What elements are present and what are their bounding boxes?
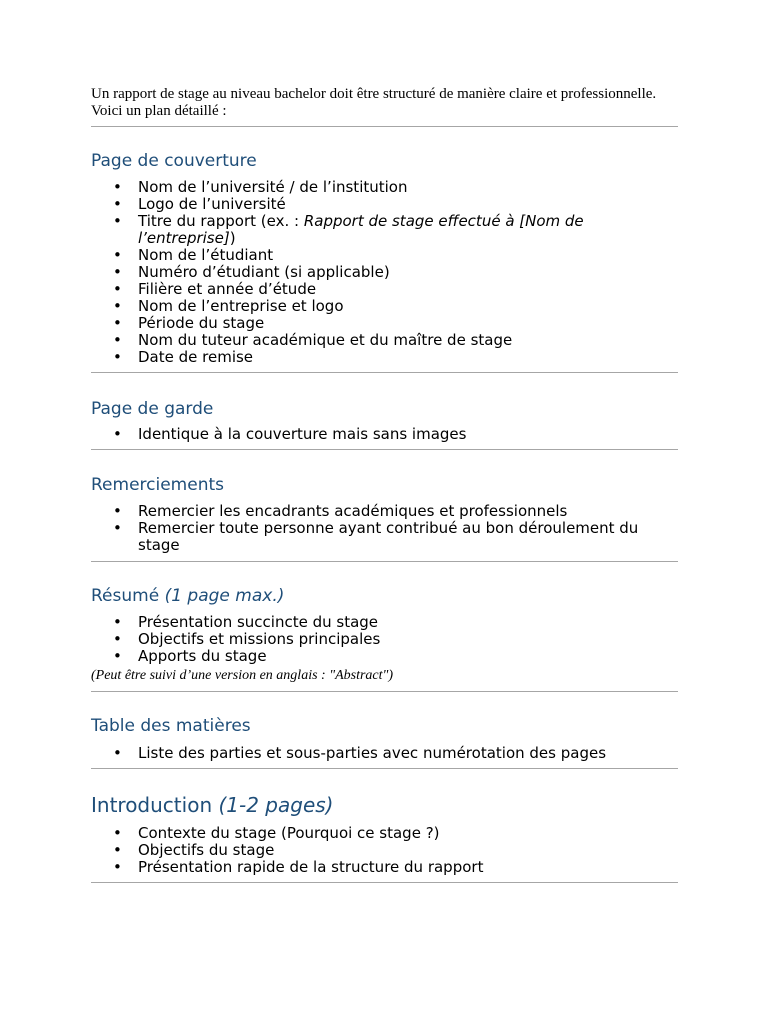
list-item [91, 213, 671, 247]
list-item: • Nom de l’université / de l’institution [91, 179, 671, 196]
heading-resume [91, 585, 284, 607]
divider [91, 561, 678, 562]
divider [91, 126, 678, 127]
list-item: • Période du stage [91, 315, 671, 332]
list-remerciements [91, 503, 671, 554]
abstract-note: (Peut être suivi d’une version en anglais : "Abstract") [91, 668, 394, 683]
list-item: • Nom de l’entreprise et logo [91, 298, 671, 315]
heading-text: Résumé [91, 586, 160, 606]
list-item: • Contexte du stage (Pourquoi ce stage ?) [91, 825, 671, 842]
list-item-text: Titre du rapport (ex. : [138, 212, 304, 230]
heading-page-de-couverture: Page de couverture [91, 151, 257, 171]
heading-page-de-garde: Page de garde [91, 399, 214, 419]
list-item: • Nom de l’étudiant [91, 247, 671, 264]
list-item-closing: ) [229, 229, 236, 247]
list-item: • Objectifs du stage [91, 842, 671, 859]
list-item: • Objectifs et missions principales [91, 631, 671, 648]
list-item: • Date de remise [91, 349, 671, 366]
divider [91, 449, 678, 450]
heading-remerciements: Remerciements [91, 475, 224, 495]
list-page-de-garde [91, 426, 671, 443]
list-item: • Apports du stage [91, 648, 671, 665]
divider [91, 691, 678, 692]
report-title-example: Rapport de stage effectué à [Nom de l’entreprise] [138, 212, 584, 247]
list-item: • Liste des parties et sous-parties avec numérotation des pages [91, 745, 671, 762]
list-item: • Identique à la couverture mais sans images [91, 426, 671, 443]
list-table-des-matieres [91, 745, 671, 762]
list-item: • Présentation rapide de la structure du rapport [91, 859, 671, 876]
divider [91, 768, 678, 769]
list-resume [91, 614, 671, 665]
list-introduction [91, 825, 671, 876]
list-item: • Numéro d’étudiant (si applicable) [91, 264, 671, 281]
list-item: • Nom du tuteur académique et du maître de stage [91, 332, 671, 349]
divider [91, 882, 678, 883]
intro-line-2: Voici un plan détaillé : [91, 103, 227, 119]
heading-text: Introduction [91, 793, 213, 817]
list-item: • Remercier les encadrants académiques et professionnels [91, 503, 671, 520]
heading-table-des-matieres: Table des matières [91, 716, 251, 736]
heading-introduction [91, 792, 333, 818]
divider [91, 372, 678, 373]
list-item: • Remercier toute personne ayant contribué au bon déroulement du stage [91, 520, 671, 554]
intro-paragraph [91, 86, 691, 120]
list-item: • Filière et année d’étude [91, 281, 671, 298]
intro-line-1: Un rapport de stage au niveau bachelor doit être structuré de manière claire et professionnelle. [91, 86, 657, 102]
list-item: • Logo de l’université [91, 196, 671, 213]
heading-note: (1-2 pages) [218, 793, 334, 817]
list-item: • Présentation succincte du stage [91, 614, 671, 631]
heading-note: (1 page max.) [164, 586, 285, 606]
list-page-de-couverture [91, 179, 671, 366]
